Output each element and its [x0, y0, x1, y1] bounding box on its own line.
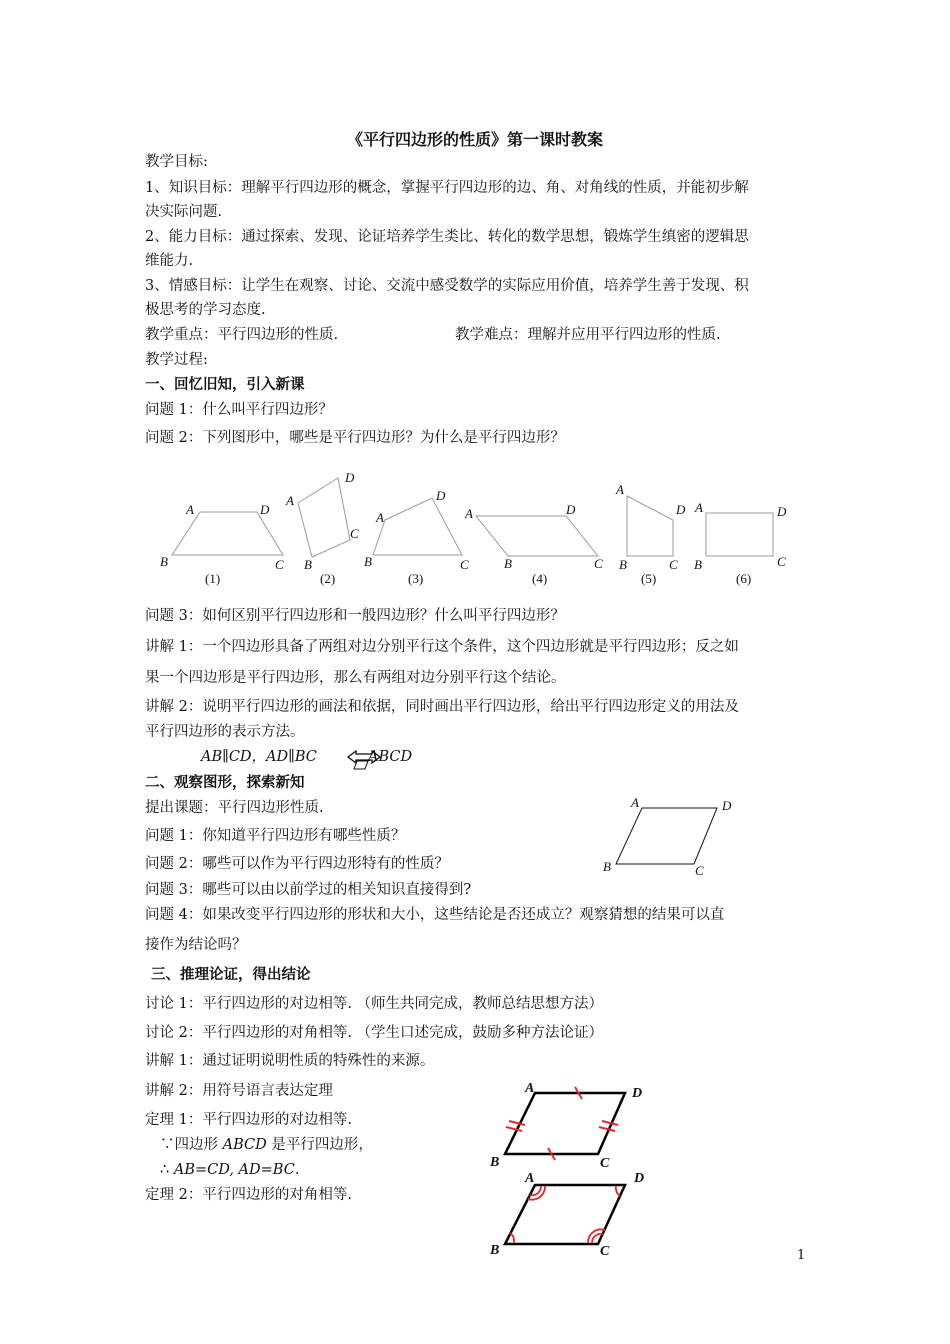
- ang-label-a: A: [525, 1171, 535, 1186]
- eq-label-b: B: [490, 1155, 500, 1170]
- fig4-caption: (4): [532, 571, 548, 586]
- page-number: 1: [797, 1248, 806, 1263]
- section1-explain2-line2: 平行四边形的表示方法。: [145, 724, 305, 740]
- because-suffix: 是平行四边形，: [266, 1137, 373, 1153]
- fig5-label-a: A: [616, 482, 624, 497]
- fig1-label-b: B: [160, 554, 168, 569]
- parallelogram-figure: [598, 795, 748, 880]
- therefore-text: AB=CD, AD=BC: [173, 1162, 295, 1178]
- process-heading: 教学过程:: [145, 352, 208, 368]
- fig4-label-c: C: [594, 556, 603, 571]
- quadrilateral-figures: [0, 460, 950, 590]
- objective-ability-line2: 维能力.: [145, 253, 194, 269]
- eq-label-a: A: [525, 1081, 535, 1096]
- difficulty-label: 教学难点：: [455, 327, 528, 343]
- section2-question4-line2: 接作为结论吗？: [145, 937, 247, 953]
- fig4-label-d: D: [566, 502, 576, 517]
- therefore-prefix: ∴: [160, 1162, 174, 1178]
- section1-explain2-line1: 讲解 2：说明平行四边形的画法和依据，同时画出平行四边形，给出平行四边形定义的用法及: [145, 699, 739, 715]
- figure-2-shape: [298, 478, 350, 557]
- objective-knowledge-line1: 1、知识目标：理解平行四边形的概念，掌握平行四边形的边、角、对角线的性质，并能初步解: [145, 180, 749, 196]
- fig2-caption: (2): [320, 571, 336, 586]
- section1-explain1-line1: 讲解 1：一个四边形具备了两组对边分别平行这个条件，这个四边形就是平行四边形；反之如: [145, 639, 739, 655]
- because-name: ABCD: [222, 1137, 267, 1153]
- fig5-label-b: B: [619, 557, 627, 572]
- objective-knowledge-line2: 决实际问题.: [145, 204, 223, 220]
- objective-ability-line1: 2、能力目标：通过探索、发现、论证培养学生类比、转化的数学思想，锻炼学生缜密的逻辑思: [145, 229, 749, 245]
- fig2-label-a: A: [286, 493, 294, 508]
- fig6-label-a: A: [695, 500, 703, 515]
- section3-discussion1: 讨论 1：平行四边形的对边相等. （师生共同完成，教师总结思想方法）: [145, 996, 604, 1012]
- definition-formula-left: AB∥CD，AD∥BC: [201, 749, 317, 765]
- fig6-label-b: B: [694, 557, 702, 572]
- figure-3-shape: [373, 498, 462, 555]
- section1-heading: 一、回忆旧知，引入新课: [145, 376, 305, 393]
- section3-heading: 三、推理论证，得出结论: [151, 966, 311, 983]
- fig6-label-c: C: [777, 554, 786, 569]
- section1-question1: 问题 1：什么叫平行四边形？: [145, 402, 333, 418]
- fig3-label-a: A: [376, 510, 384, 525]
- key-point-text: 平行四边形的性质.: [217, 327, 339, 343]
- section3-explain2: 讲解 2：用符号语言表达定理: [145, 1083, 333, 1099]
- difficulty-text: 理解并应用平行四边形的性质.: [527, 327, 721, 343]
- fig5-label-c: C: [669, 557, 678, 572]
- definition-formula-right: ABCD: [368, 749, 413, 765]
- eq-label-d: D: [632, 1086, 643, 1101]
- fig3-caption: (3): [408, 571, 424, 586]
- fig2-label-c: C: [350, 526, 359, 541]
- fig3-label-d: D: [436, 488, 446, 503]
- figure-6-shape: [706, 513, 773, 556]
- section1-question2: 问题 2：下列图形中，哪些是平行四边形？为什么是平行四边形？: [145, 430, 565, 446]
- fig3-label-c: C: [460, 557, 469, 572]
- ang-label-b: B: [490, 1243, 500, 1258]
- section2-heading: 二、观察图形，探索新知: [145, 774, 305, 791]
- section1-question3: 问题 3：如何区别平行四边形和一般四边形？什么叫平行四边形？: [145, 608, 565, 624]
- fig2-label-b: B: [304, 557, 312, 572]
- fig5-label-d: D: [676, 502, 686, 517]
- fig1-label-d: D: [260, 502, 270, 517]
- because-prefix: ∵四边形: [160, 1137, 223, 1153]
- fig4-label-b: B: [504, 556, 512, 571]
- eq-label-c: C: [600, 1156, 610, 1170]
- page-title: 《平行四边形的性质》第一课时教案: [346, 130, 603, 149]
- key-point: [145, 325, 338, 345]
- equal-sides-figure: [485, 1075, 655, 1170]
- section3-discussion2: 讨论 2：平行四边形的对角相等. （学生口述完成，鼓励多种方法论证）: [145, 1025, 604, 1041]
- therefore-suffix: .: [294, 1162, 300, 1178]
- para-label-a: A: [631, 795, 639, 810]
- section2-question1: 问题 1：你知道平行四边形有哪些性质？: [145, 828, 406, 844]
- fig4-label-a: A: [465, 506, 473, 521]
- figure-1-shape: [172, 512, 283, 555]
- theorem1: 定理 1：平行四边形的对边相等.: [145, 1112, 352, 1128]
- parallelogram-symbol-icon: [353, 760, 369, 770]
- fig3-label-b: B: [364, 554, 372, 569]
- ang-label-d: D: [634, 1171, 645, 1186]
- equal-angles-figure: [485, 1165, 655, 1260]
- para-label-b: B: [603, 859, 611, 874]
- section2-topic: 提出课题：平行四边形性质.: [145, 800, 324, 816]
- ang-label-c: C: [600, 1244, 610, 1259]
- objective-emotion-line1: 3、情感目标：让学生在观察、讨论、交流中感受数学的实际应用价值，培养学生善于发现、积: [145, 278, 749, 294]
- para-label-c: C: [695, 863, 704, 878]
- theorem2: 定理 2：平行四边形的对角相等.: [145, 1187, 352, 1203]
- section2-question4-line1: 问题 4：如果改变平行四边形的形状和大小，这些结论是否还成立？观察猜想的结果可以直: [145, 907, 725, 923]
- section2-question2: 问题 2：哪些可以作为平行四边形特有的性质？: [145, 856, 449, 872]
- section1-explain1-line2: 果一个四边形是平行四边形，那么有两组对边分别平行这个结论。: [145, 670, 566, 686]
- section3-explain1: 讲解 1：通过证明说明性质的特殊性的来源。: [145, 1053, 435, 1069]
- figure-4-shape: [476, 516, 598, 556]
- fig6-label-d: D: [777, 504, 787, 519]
- fig1-label-c: C: [275, 557, 284, 572]
- objective-emotion-line2: 极思考的学习态度.: [145, 302, 266, 318]
- objectives-heading: 教学目标:: [145, 154, 208, 170]
- difficulty-point: [455, 325, 721, 345]
- figure-5-shape: [627, 496, 673, 556]
- fig1-caption: (1): [205, 571, 221, 586]
- fig5-caption: (5): [641, 571, 657, 586]
- fig6-caption: (6): [736, 571, 752, 586]
- fig2-label-d: D: [345, 470, 355, 485]
- key-point-label: 教学重点：: [145, 327, 218, 343]
- section2-question3: 问题 3：哪些可以由以前学过的相关知识直接得到?: [145, 882, 472, 898]
- theorem1-because: [160, 1135, 373, 1155]
- theorem1-therefore: [160, 1160, 299, 1180]
- para-label-d: D: [722, 798, 732, 813]
- fig1-label-a: A: [186, 502, 194, 517]
